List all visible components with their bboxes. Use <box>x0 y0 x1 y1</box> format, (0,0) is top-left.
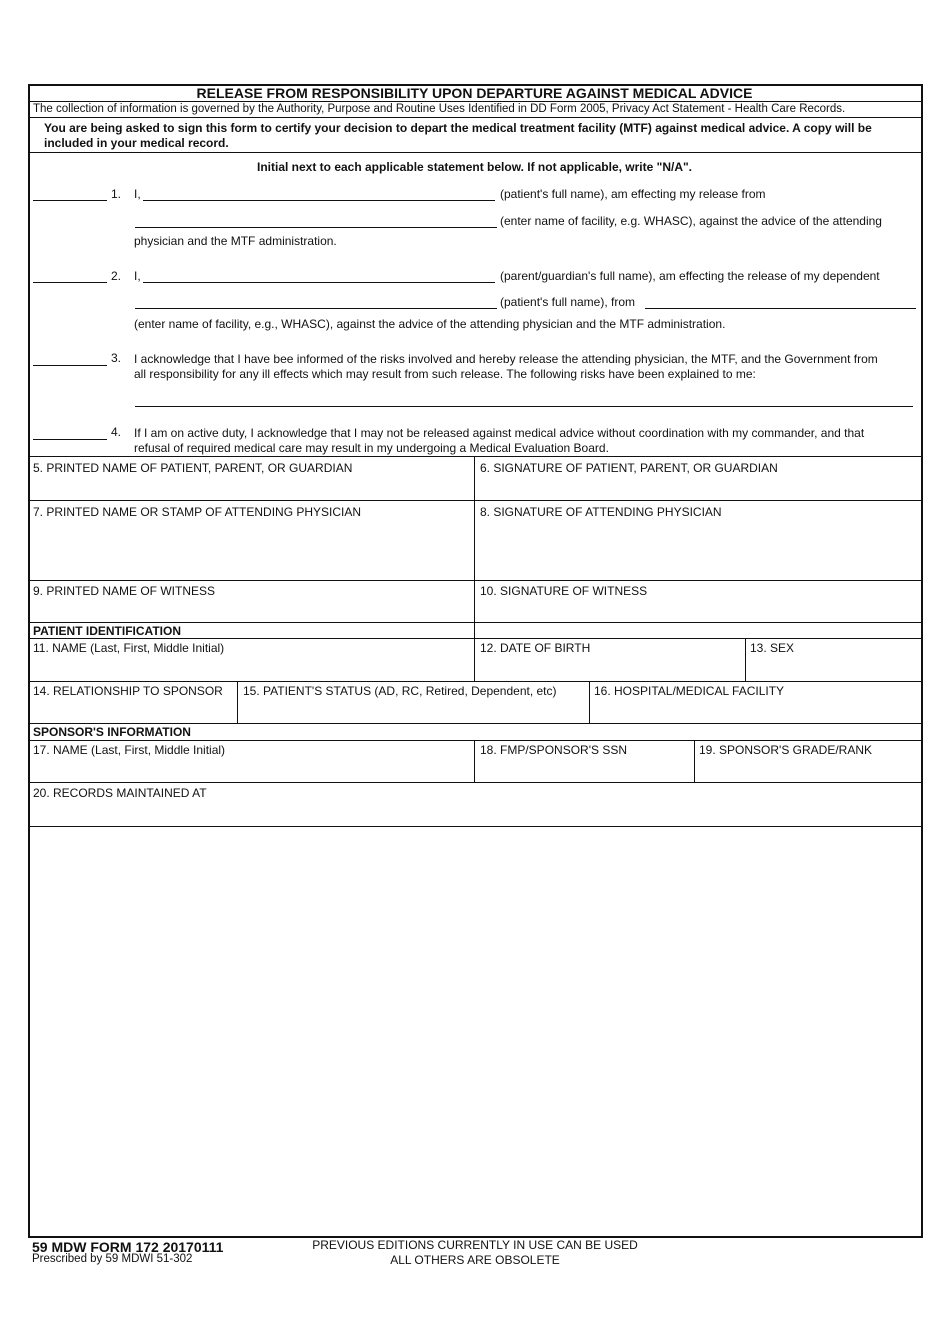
prescribed-by: Prescribed by 59 MDWI 51-302 <box>32 1253 193 1265</box>
item-text: (patient's full name), am effecting my release from <box>500 187 766 201</box>
form-title: RELEASE FROM RESPONSIBILITY UPON DEPARTURE AGAINST MEDICAL ADVICE <box>196 85 753 101</box>
editions-note-1: PREVIOUS EDITIONS CURRENTLY IN USE CAN BE USED <box>312 1238 638 1252</box>
field-9-witness-name[interactable]: 9. PRINTED NAME OF WITNESS <box>33 584 216 598</box>
item-text: (parent/guardian's full name), am effecting the release of my dependent <box>500 269 880 283</box>
field-8-physician-signature[interactable]: 8. SIGNATURE OF ATTENDING PHYSICIAN <box>480 505 722 519</box>
field-19-grade[interactable]: 19. SPONSOR'S GRADE/RANK <box>699 743 873 757</box>
initials-field-4[interactable] <box>33 439 107 440</box>
item-number: 1. <box>111 187 122 201</box>
field-17-sponsor-name[interactable]: 17. NAME (Last, First, Middle Initial) <box>33 743 226 757</box>
item-text: (enter name of facility, e.g., WHASC), against the advice of the attending physician and the MTF administration. <box>134 317 726 331</box>
item-number: 3. <box>111 351 122 365</box>
item-text: physician and the MTF administration. <box>134 234 337 248</box>
field-15-status[interactable]: 15. PATIENT'S STATUS (AD, RC, Retired, Dependent, etc) <box>243 684 557 698</box>
dependent-name-field[interactable] <box>135 308 497 309</box>
item-text: I, <box>134 187 141 201</box>
field-12-dob[interactable]: 12. DATE OF BIRTH <box>480 641 591 655</box>
field-5-printed-name[interactable]: 5. PRINTED NAME OF PATIENT, PARENT, OR GUARDIAN <box>33 461 353 475</box>
field-7-physician-name[interactable]: 7. PRINTED NAME OR STAMP OF ATTENDING PHYSICIAN <box>33 505 362 519</box>
initials-field-3[interactable] <box>33 365 107 366</box>
field-11-name[interactable]: 11. NAME (Last, First, Middle Initial) <box>33 641 225 655</box>
risks-field[interactable] <box>135 406 913 407</box>
item-number: 2. <box>111 269 122 283</box>
notice-line-2: included in your medical record. <box>44 136 229 150</box>
item-number: 4. <box>111 425 122 439</box>
patient-identification-header: PATIENT IDENTIFICATION <box>33 624 181 638</box>
field-16-facility[interactable]: 16. HOSPITAL/MEDICAL FACILITY <box>594 684 785 698</box>
field-6-signature[interactable]: 6. SIGNATURE OF PATIENT, PARENT, OR GUARDIAN <box>480 461 778 475</box>
field-10-witness-signature[interactable]: 10. SIGNATURE OF WITNESS <box>480 584 648 598</box>
form-number: 59 MDW FORM 172 20170111 <box>32 1239 224 1255</box>
item-text: If I am on active duty, I acknowledge that I may not be released against medical advice without coordination with my commander, and that <box>134 426 865 440</box>
field-20-records[interactable]: 20. RECORDS MAINTAINED AT <box>33 786 207 800</box>
initials-field-1[interactable] <box>33 200 107 201</box>
item-text: I, <box>134 269 141 283</box>
initials-field-2[interactable] <box>33 282 107 283</box>
item-text: (patient's full name), from <box>500 295 636 309</box>
privacy-statement: The collection of information is governed by the Authority, Purpose and Routine Uses Identified in DD Form 2005, Privacy Act Statement - Health Care Records. <box>33 103 846 115</box>
field-14-relationship[interactable]: 14. RELATIONSHIP TO SPONSOR <box>33 684 223 698</box>
item-text: refusal of required medical care may result in my undergoing a Medical Evaluation Board. <box>134 441 609 455</box>
item-text: all responsibility for any ill effects which may result from such release. The following risks have been explained to me: <box>134 367 756 381</box>
field-13-sex[interactable]: 13. SEX <box>750 641 795 655</box>
form-frame <box>28 84 923 1238</box>
facility-field-2[interactable] <box>645 308 916 309</box>
field-18-ssn[interactable]: 18. FMP/SPONSOR'S SSN <box>480 743 627 757</box>
instruction: Initial next to each applicable statement below. If not applicable, write "N/A". <box>256 160 693 174</box>
item-text: I acknowledge that I have bee informed of the risks involved and hereby release the attending physician, the MTF, and the Government from <box>134 352 878 366</box>
item-text: (enter name of facility, e.g. WHASC), against the advice of the attending <box>500 214 882 228</box>
guardian-name-field[interactable] <box>143 282 495 283</box>
facility-field[interactable] <box>135 227 497 228</box>
patient-name-field[interactable] <box>143 200 495 201</box>
editions-note-2: ALL OTHERS ARE OBSOLETE <box>390 1253 560 1267</box>
sponsor-information-header: SPONSOR'S INFORMATION <box>33 725 191 739</box>
notice-line-1: You are being asked to sign this form to certify your decision to depart the medical treatment facility (MTF) against medical advice. A copy will be <box>44 121 872 135</box>
